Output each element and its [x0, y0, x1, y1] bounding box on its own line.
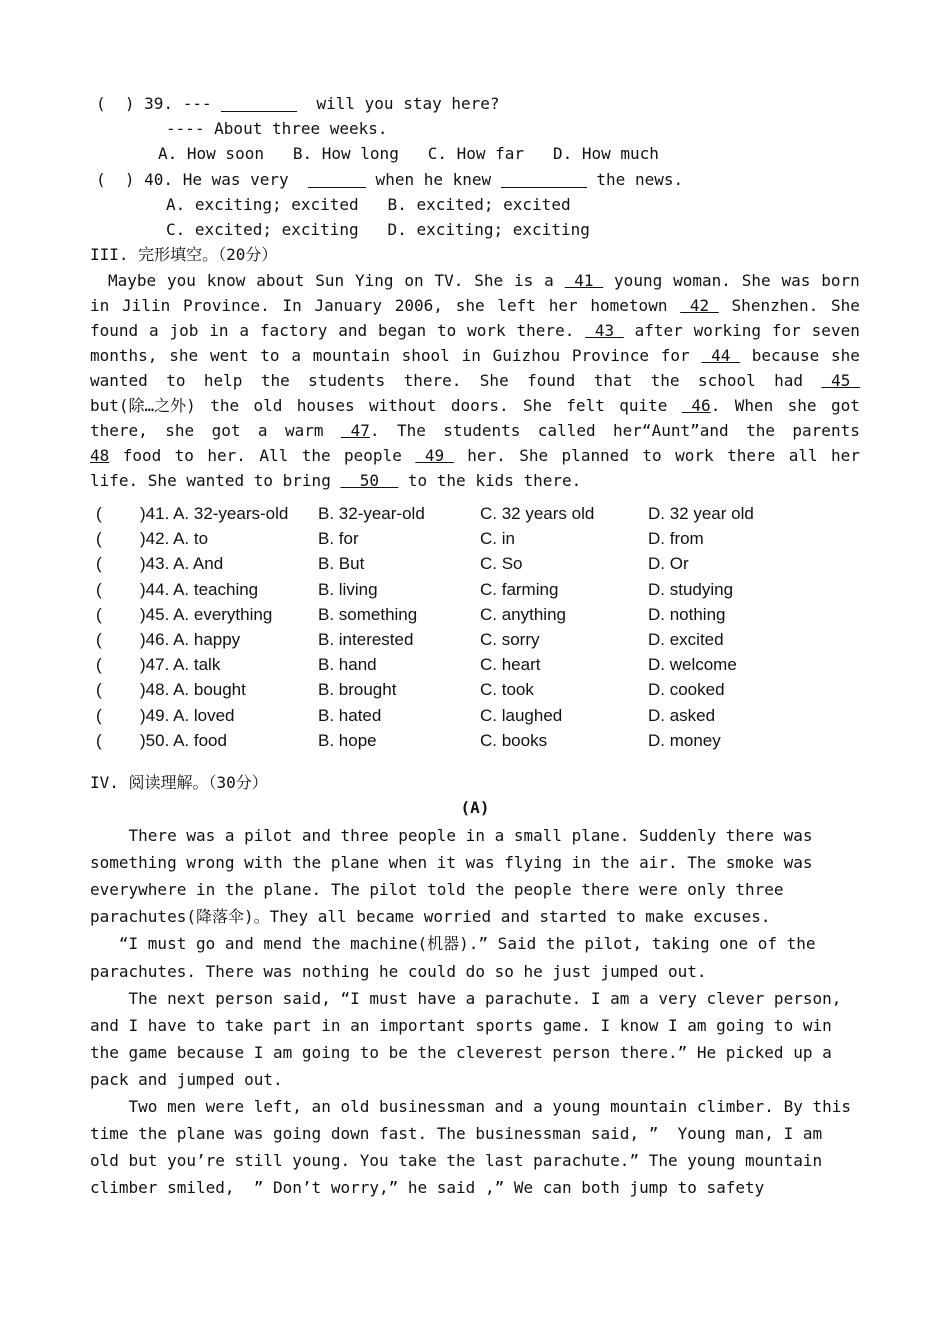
cloze-line-3 [90, 320, 860, 342]
cloze-line-9: life. She wanted to bring 50 to the kids there. [90, 471, 582, 490]
cloze-word: she [165, 421, 195, 440]
cloze-word: She [479, 371, 509, 390]
passage-line: old but you’re still young. You take the last parachute.” The young mountain [90, 1151, 823, 1171]
cloze-word: planned [561, 446, 629, 465]
passage-line: parachutes. There was nothing he could do so he just jumped out. [90, 961, 707, 981]
choice-c: C. laughed [480, 705, 563, 725]
cloze-word: school [697, 371, 756, 390]
cloze-word: Province. [183, 296, 270, 315]
choice-d: D. welcome [648, 655, 737, 675]
choice-num: )42. A. to [140, 529, 209, 549]
cloze-word: for [771, 321, 801, 340]
cloze-word: on [404, 271, 424, 290]
q40-suffix: the news. [586, 170, 684, 189]
choice-d: D. nothing [648, 604, 726, 624]
cloze-blank: 42 [680, 296, 719, 315]
cloze-word: a [291, 346, 301, 365]
cloze-word: When [734, 396, 774, 415]
choice-d: D. money [648, 730, 721, 750]
cloze-word: and [338, 321, 368, 340]
choice-num: )41. A. 32-years-old [140, 504, 289, 523]
cloze-blank: 48 [90, 446, 110, 465]
choice-paren: ( [96, 504, 102, 523]
passage-line: something wrong with the plane when it was flying in the air. The smoke was [90, 853, 813, 873]
cloze-word: she [169, 346, 199, 365]
cloze-word: Maybe [108, 271, 157, 290]
cloze-word: the [301, 446, 331, 465]
choice-c: C. heart [480, 655, 541, 675]
cloze-word: a [149, 321, 159, 340]
cloze-word: left [497, 296, 536, 315]
q39-blank [221, 95, 297, 112]
cloze-blank-wrap: 46. [681, 396, 721, 415]
passage-line: parachutes(降落伞)。They all became worried and started to make excuses. [90, 907, 771, 927]
cloze-word: months, [90, 346, 158, 365]
cloze-word: January [314, 296, 382, 315]
choice-num: )46. A. happy [140, 630, 241, 649]
choice-d: D. asked [648, 705, 716, 725]
cloze-word: she [787, 396, 817, 415]
cloze-word: mountain [312, 346, 390, 365]
cloze-word: She [523, 396, 552, 415]
cloze-word: you [167, 271, 196, 290]
choice-paren: ( [96, 655, 102, 675]
choice-c: C. sorry [480, 630, 540, 649]
choice-d: D. studying [648, 579, 734, 599]
choice-b: B. brought [318, 680, 397, 700]
choice-paren: ( [96, 529, 102, 549]
cloze-word: She [474, 271, 504, 290]
q40-options-1: A. exciting; excited B. excited; excited [166, 195, 571, 214]
choice-c: C. in [480, 529, 515, 549]
cloze-word: her [831, 446, 860, 465]
cloze-word: to [437, 321, 457, 340]
choice-b: B. living [318, 579, 378, 599]
choice-b: B. interested [318, 630, 414, 649]
cloze-word: She [519, 446, 549, 465]
choice-c: C. farming [480, 579, 559, 599]
cloze-word: got [830, 396, 860, 415]
cloze-word: had [774, 371, 804, 390]
choice-paren: ( [96, 705, 102, 725]
choice-paren: ( [96, 579, 102, 599]
cloze-word: In [282, 296, 302, 315]
cloze-word: her. [467, 446, 506, 465]
q39-suffix: will you stay here? [297, 94, 500, 113]
cloze-blank: 44 [701, 346, 740, 365]
cloze-word: Ying [354, 271, 394, 290]
cloze-word: is [514, 271, 534, 290]
choice-c: C. anything [480, 604, 566, 624]
cloze-word: she [831, 346, 860, 365]
choice-b: B. hand [318, 655, 377, 675]
cloze-line-6 [90, 395, 860, 417]
passage-line: and I have to take part in an important sports game. I know I am going to win [90, 1015, 832, 1035]
cloze-word: All [259, 446, 289, 465]
choice-b: B. hope [318, 730, 377, 750]
cloze-word: warm [285, 421, 324, 440]
choice-b: B. for [318, 529, 359, 549]
cloze-blank-wrap: 47. [340, 421, 380, 440]
cloze-word: Shenzhen. [731, 296, 819, 315]
cloze-word: to [166, 371, 186, 390]
cloze-word: but(除…之外) [90, 396, 196, 415]
cloze-word: in [209, 321, 229, 340]
cloze-word: there, [90, 421, 148, 440]
choice-b: B. But [318, 554, 365, 574]
cloze-word: old [253, 396, 283, 415]
choice-paren: ( [96, 730, 102, 750]
cloze-word: her“Aunt”and [613, 421, 729, 440]
choice-num: )50. A. food [140, 730, 227, 750]
q40-blank-2 [501, 171, 587, 188]
passage-label: (A) [460, 798, 490, 817]
cloze-word: in [90, 296, 110, 315]
choice-paren: ( [96, 630, 102, 649]
cloze-word: wanted [90, 371, 148, 390]
cloze-word: TV. [434, 271, 464, 290]
choice-paren: ( [96, 604, 102, 624]
cloze-word: working [693, 321, 762, 340]
cloze-word: after [634, 321, 683, 340]
choice-d: D. 32 year old [648, 504, 754, 523]
cloze-word: factory [259, 321, 328, 340]
choice-d: D. excited [648, 630, 724, 649]
passage-line: Two men were left, an old businessman and a young mountain climber. By this [90, 1097, 851, 1116]
choice-c: C. took [480, 680, 534, 700]
q39-options: A. How soon B. How long C. How far D. How much [158, 144, 659, 163]
choice-d: D. Or [648, 554, 689, 574]
cloze-word: work [675, 446, 714, 465]
passage-line: “I must go and mend the machine(机器).” Said the pilot, taking one of the [90, 934, 816, 954]
q39-answer: ---- About three weeks. [166, 119, 388, 138]
cloze-word: born [821, 271, 860, 290]
choice-num: )47. A. talk [140, 655, 221, 675]
cloze-word: there [727, 446, 776, 465]
passage-line: There was a pilot and three people in a small plane. Suddenly there was [90, 826, 813, 845]
q40-options-2: C. excited; exciting D. exciting; exciting [166, 220, 590, 239]
cloze-word: her [548, 296, 578, 315]
cloze-word: a [239, 321, 250, 340]
cloze-word: there. [516, 321, 575, 340]
cloze-word: a [257, 421, 268, 440]
cloze-word: was [781, 271, 811, 290]
cloze-word: that [593, 371, 633, 390]
cloze-word: because [751, 346, 820, 365]
choice-num: )48. A. bought [140, 680, 246, 700]
cloze-word: woman. [673, 271, 731, 290]
cloze-line-2 [90, 295, 860, 317]
cloze-word: to [260, 346, 280, 365]
cloze-word: there. [403, 371, 462, 390]
cloze-word: young [614, 271, 663, 290]
cloze-word: The [396, 421, 426, 440]
cloze-word: the [260, 371, 290, 390]
cloze-blank: 47 [340, 421, 370, 440]
passage-line: time the plane was going down fast. The businessman said, ” Young man, I am [90, 1124, 823, 1144]
cloze-word: in [461, 346, 481, 365]
q39-prefix: ( ) 39. --- [96, 94, 222, 113]
cloze-word: called [537, 421, 596, 440]
choice-num: )43. A. And [140, 554, 224, 574]
cloze-word: all [788, 446, 818, 465]
choice-c: C. So [480, 554, 523, 574]
cloze-word: felt [566, 396, 605, 415]
cloze-word: help [203, 371, 243, 390]
section-3-title: III. 完形填空。（20分） [90, 245, 278, 264]
cloze-word: work [467, 321, 506, 340]
cloze-word: shool [401, 346, 450, 365]
passage-line: everywhere in the plane. The pilot told the people there were only three [90, 880, 784, 900]
passage-line: climber smiled, ” Don’t worry,” he said ,” We can both jump to safety [90, 1178, 765, 1198]
question-39 [96, 93, 500, 115]
cloze-word: know [206, 271, 246, 290]
cloze-word: students [308, 371, 386, 390]
choice-c: C. 32 years old [480, 504, 595, 523]
cloze-word: the [746, 421, 775, 440]
cloze-word: began [377, 321, 427, 340]
cloze-line-8 [90, 445, 860, 467]
cloze-blank-50: 50 [359, 471, 379, 490]
cloze-word: doors. [450, 396, 509, 415]
cloze-word: houses [296, 396, 355, 415]
cloze-blank: 41 [564, 271, 604, 290]
cloze-word: people [344, 446, 402, 465]
cloze-word: she [455, 296, 485, 315]
choice-b: B. something [318, 604, 418, 624]
q40-middle: when he knew [365, 170, 501, 189]
cloze-word: Sun [315, 271, 345, 290]
cloze-word: a [544, 271, 554, 290]
choice-paren: ( [96, 554, 102, 574]
choice-paren: ( [96, 680, 102, 700]
cloze-blank: 46 [681, 396, 711, 415]
choice-num: )44. A. teaching [140, 579, 259, 599]
cloze-word: food [122, 446, 162, 465]
choice-num: )49. A. loved [140, 705, 235, 725]
passage-line: The next person said, “I must have a parachute. I am a very clever person, [90, 988, 842, 1008]
cloze-blank: 45 [821, 371, 860, 390]
choice-b: B. hated [318, 705, 382, 725]
cloze-word: hometown [590, 296, 668, 315]
cloze-word: parents [792, 421, 860, 440]
cloze-word: seven [811, 321, 860, 340]
cloze-word: got [211, 421, 241, 440]
passage-line: the game because I am going to be the cleverest person there.” He picked up a [90, 1042, 832, 1062]
cloze-word: Jilin [122, 296, 171, 315]
q40-blank-1 [308, 171, 366, 188]
choice-d: D. cooked [648, 680, 725, 700]
cloze-word: 2006, [394, 296, 443, 315]
cloze-word: the [210, 396, 240, 415]
cloze-word: She [831, 296, 860, 315]
section-4-title: IV. 阅读理解。（30分） [90, 773, 268, 792]
cloze-line-4 [90, 345, 860, 367]
cloze-word: for [660, 346, 690, 365]
cloze-word: to [174, 446, 194, 465]
question-40 [96, 169, 683, 191]
choice-num: )45. A. everything [140, 604, 273, 624]
cloze-word: to [642, 446, 662, 465]
cloze-word: the [650, 371, 680, 390]
cloze-line-5 [90, 370, 860, 392]
cloze-word: students [443, 421, 521, 440]
cloze-word: found [90, 321, 139, 340]
q40-prefix: ( ) 40. He was very [96, 170, 308, 189]
cloze-word: job [169, 321, 199, 340]
choice-d: D. from [648, 529, 704, 549]
choice-c: C. books [480, 730, 548, 750]
cloze-blank: 49 [415, 446, 454, 465]
choice-b: B. 32-year-old [318, 504, 425, 523]
cloze-word: about [256, 271, 305, 290]
passage-line: pack and jumped out. [90, 1069, 283, 1089]
cloze-word: without [368, 396, 437, 415]
cloze-word: her. [207, 446, 246, 465]
cloze-word: went [209, 346, 249, 365]
cloze-line-1 [108, 270, 860, 292]
cloze-blank: 43 [585, 321, 624, 340]
cloze-word: found [527, 371, 576, 390]
cloze-word: quite [619, 396, 668, 415]
cloze-word: Province [571, 346, 649, 365]
cloze-word: She [741, 271, 771, 290]
cloze-line-7 [90, 420, 860, 442]
cloze-word: Guizhou [492, 346, 561, 365]
